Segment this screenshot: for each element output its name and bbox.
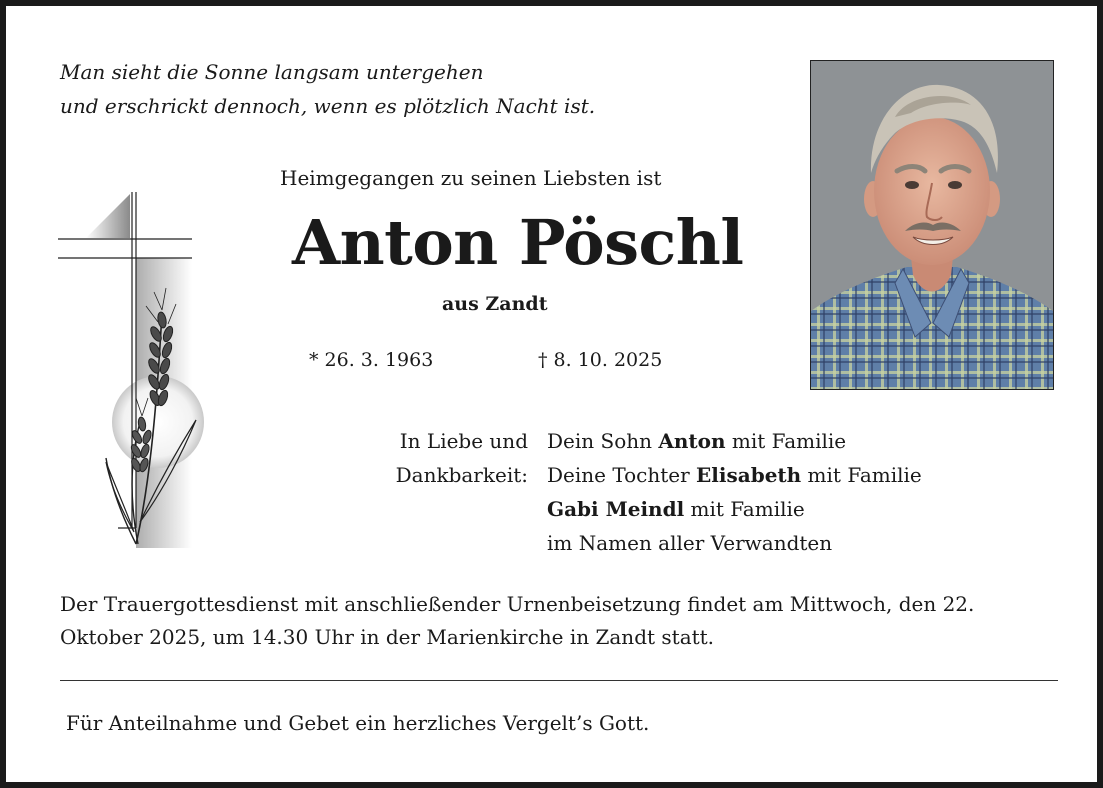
poem-line-1: Man sieht die Sonne langsam untergehen — [60, 60, 484, 84]
cross-wheat-icon — [58, 192, 208, 556]
mourner-line-son: Dein Sohn Anton mit Familie — [547, 429, 847, 453]
mourner-daughter-name: Elisabeth — [696, 463, 802, 487]
deceased-origin: aus Zandt — [442, 293, 548, 315]
thanks-text: Für Anteilnahme und Gebet ein herzliches Vergelt’s Gott. — [66, 711, 650, 735]
mourner-line-relatives: im Namen aller Verwandten — [547, 531, 833, 555]
portrait-photo — [810, 60, 1054, 390]
mourning-label: In Liebe und Dankbarkeit: — [395, 429, 528, 487]
death-date: † 8. 10. 2025 — [538, 349, 663, 371]
mourners-list — [547, 424, 922, 560]
mourner-son-name: Anton — [658, 429, 726, 453]
divider-line — [60, 680, 1058, 681]
mourner-line-daughter: Deine Tochter Elisabeth mit Familie — [547, 463, 922, 487]
birth-date: * 26. 3. 1963 — [309, 349, 434, 371]
mourner-line-partner: Gabi Meindl mit Familie — [547, 497, 805, 521]
mourner-partner-name: Gabi Meindl — [547, 497, 685, 521]
deceased-name: Anton Pöschl — [292, 206, 744, 279]
intro-text: Heimgegangen zu seinen Liebsten ist — [280, 166, 662, 190]
service-announcement: Der Trauergottesdienst mit anschließender Urnenbeisetzung findet am Mittwoch, den 22. Oktober 2025, um 14.30 Uhr in der Marienkirche in Zandt statt. — [60, 592, 975, 649]
poem-line-2: und erschrickt dennoch, wenn es plötzlich Nacht ist. — [60, 94, 596, 118]
